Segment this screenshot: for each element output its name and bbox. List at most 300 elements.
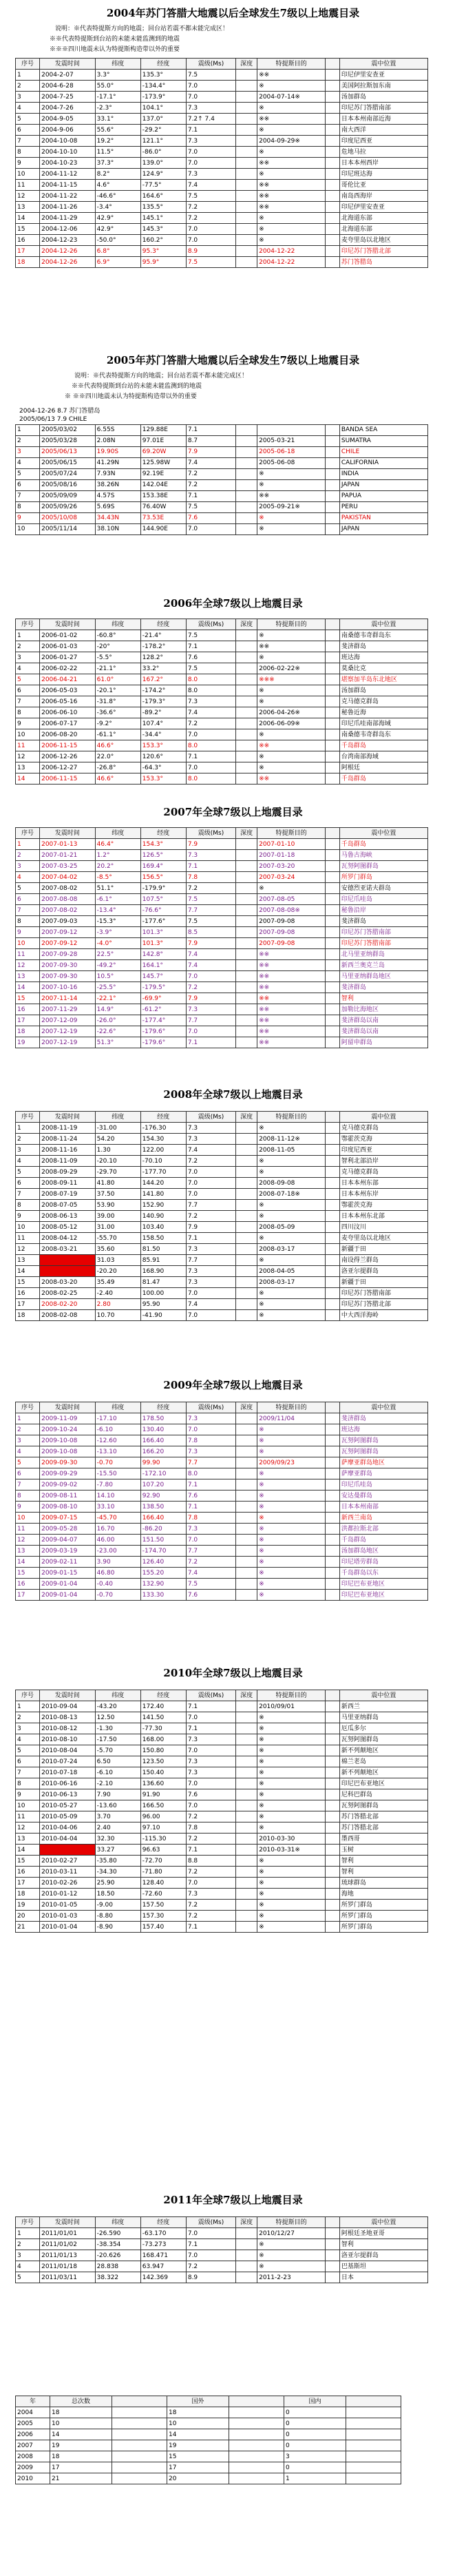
table-cell: 7.0 <box>186 1712 235 1723</box>
table-cell <box>326 1546 340 1557</box>
table-cell <box>326 1811 340 1822</box>
table-cell: 北海道东部 <box>339 224 427 235</box>
table-cell: ※ <box>257 1900 326 1911</box>
table-cell: -4.0° <box>95 938 140 949</box>
table-cell: -15.50 <box>95 1468 140 1479</box>
table-cell: 2010-04-04 <box>40 1834 96 1845</box>
table-cell: 3 <box>16 2250 40 2261</box>
table-cell: 印尼巴布亚地区 <box>339 1579 427 1590</box>
table-cell: 汤加群岛地区 <box>339 1546 427 1557</box>
note: ※※代表特提斯到台站的未能未能监测到的地震 <box>72 383 202 390</box>
table-cell <box>326 92 340 103</box>
table-cell: JAPAN <box>339 523 427 534</box>
table-cell: 129.88E <box>140 424 186 435</box>
table-cell: 2009-10-24 <box>40 1424 96 1435</box>
table-cell: ※ <box>257 1424 326 1435</box>
table-cell: 16 <box>16 1867 40 1878</box>
table-cell: 7.2 <box>186 1911 235 1922</box>
table-cell: 15 <box>16 993 40 1004</box>
table-cell: 81.50 <box>140 1244 186 1255</box>
column-header: 纬度 <box>95 59 140 70</box>
table-row <box>16 1911 428 1922</box>
table-cell: 2004-12-22 <box>257 246 326 257</box>
table-cell: ※※ <box>257 982 326 993</box>
table-cell: 2 <box>16 1712 40 1723</box>
table-cell: 7.8 <box>186 872 235 883</box>
table-cell: 19 <box>50 2440 112 2451</box>
table-cell: 8.2° <box>95 169 140 180</box>
table-cell: ※ <box>257 1479 326 1490</box>
table-cell: 2.40 <box>95 1822 140 1834</box>
column-header: 震级(Ms) <box>186 1690 235 1701</box>
table-cell: 7.2 <box>186 883 235 894</box>
table-cell: 2010-01-12 <box>40 1889 96 1900</box>
column-header: 震中位置 <box>339 2217 427 2228</box>
table-cell: 千岛群岛 <box>339 740 427 751</box>
table-cell <box>112 2473 167 2484</box>
table-cell: 2 <box>16 1424 40 1435</box>
table-cell: 2010-02-26 <box>40 1878 96 1889</box>
column-header: 发震时间 <box>40 59 96 70</box>
table-row <box>16 1299 428 1310</box>
table-cell: 5 <box>16 468 40 479</box>
table-cell <box>326 1479 340 1490</box>
table-cell: 81.47 <box>140 1277 186 1288</box>
table-cell: 92.90 <box>140 1490 186 1502</box>
table-cell <box>236 1255 257 1266</box>
table-cell: 150.40 <box>140 1767 186 1778</box>
table-cell <box>236 883 257 894</box>
table-cell: 7.0 <box>186 1178 235 1189</box>
table-cell: ※※ <box>257 993 326 1004</box>
table-cell: 136.60 <box>140 1778 186 1789</box>
table-cell: 班达海 <box>339 1424 427 1435</box>
table-cell <box>236 905 257 916</box>
table-cell: ※ <box>257 1535 326 1546</box>
table-cell: -26.590 <box>95 2228 140 2239</box>
table-cell <box>326 424 340 435</box>
table-row <box>16 490 428 501</box>
table-cell: 4 <box>16 103 40 114</box>
table-cell: 18.50 <box>95 1889 140 1900</box>
table-cell: -7.80 <box>95 1479 140 1490</box>
table-2007 <box>15 827 428 1048</box>
table-cell <box>236 1468 257 1479</box>
table-cell: 7.5 <box>186 501 235 512</box>
table-cell: 2004-11-22 <box>40 191 96 202</box>
table-cell: 8 <box>16 707 40 718</box>
table-cell: -179.5° <box>140 982 186 993</box>
table-cell: 38.322 <box>95 2272 140 2283</box>
table-cell: 2 <box>16 1134 40 1145</box>
table-cell: 41.29N <box>95 457 140 468</box>
table-cell: 苏门答腊岛 <box>339 257 427 268</box>
table-cell: 汤加群岛 <box>339 92 427 103</box>
table-cell: ※※ <box>257 191 326 202</box>
table-cell: 7.2 <box>186 1867 235 1878</box>
table-cell: 2004-07-14※ <box>257 92 326 103</box>
table-cell: 164.1° <box>140 960 186 971</box>
table-cell: -134.4° <box>140 81 186 92</box>
table-cell: 2010 <box>16 2473 50 2484</box>
table-cell: 33.2° <box>140 663 186 674</box>
table-row <box>16 1446 428 1457</box>
table-cell: 2010-05-09 <box>40 1811 96 1822</box>
table-cell: 2004-09-29※ <box>257 136 326 147</box>
table-row <box>16 982 428 993</box>
table-cell: ※ <box>257 1490 326 1502</box>
table-row <box>16 1156 428 1167</box>
table-cell <box>326 114 340 125</box>
table-cell: 19.90S <box>95 446 140 457</box>
table-cell: -26.8° <box>95 762 140 773</box>
table-cell: -172.10 <box>140 1468 186 1479</box>
table-cell: 6.8° <box>95 246 140 257</box>
table-cell: 123.50 <box>140 1756 186 1767</box>
table-cell: 7.9 <box>186 839 235 850</box>
table-cell: 7.5 <box>186 630 235 641</box>
table-cell: 2010-01-03 <box>40 1911 96 1922</box>
table-cell: 10 <box>16 169 40 180</box>
table-cell <box>346 2429 401 2440</box>
table-cell: 2009-05-28 <box>40 1524 96 1535</box>
table-row <box>16 861 428 872</box>
table-cell <box>236 1037 257 1048</box>
table-cell <box>236 971 257 982</box>
table-row <box>16 1856 428 1867</box>
table-cell: 2007-09-30 <box>40 960 96 971</box>
table-cell: 秘鲁近海 <box>339 707 427 718</box>
table-cell: 92.19E <box>140 468 186 479</box>
table-cell: 20.2° <box>95 861 140 872</box>
table-cell <box>236 180 257 191</box>
note: 说明：※代表特提斯方向的地震；回台站若震不都未能完成区！ <box>74 373 248 380</box>
table-cell <box>326 949 340 960</box>
table-cell: 2010-08-13 <box>40 1712 96 1723</box>
column-header: 特提斯目的 <box>257 619 326 630</box>
table-cell <box>236 641 257 652</box>
table-cell: 2006-02-22※ <box>257 663 326 674</box>
table-row <box>16 2418 401 2429</box>
table-cell: 33.1° <box>95 114 140 125</box>
note: 说明：※代表特提斯方向的地震；回台站若震不都未能完成区！ <box>55 25 229 32</box>
table-cell: 2004-9-06 <box>40 125 96 136</box>
table-cell: 7.3 <box>186 136 235 147</box>
table-cell: 2006-02-22 <box>40 663 96 674</box>
table-cell: JAPAN <box>339 479 427 490</box>
table-cell: 2008-07-18※ <box>257 1189 326 1200</box>
table-cell: -20.20 <box>95 1266 140 1277</box>
table-cell: 3 <box>16 861 40 872</box>
table-cell <box>326 2261 340 2272</box>
column-header: 经度 <box>140 619 186 630</box>
table-cell: 印尼伊里安查亚 <box>339 202 427 213</box>
table-row <box>16 2272 428 2283</box>
column-header <box>112 2396 167 2407</box>
table-cell: 12 <box>16 960 40 971</box>
table-cell <box>326 718 340 729</box>
table-cell: -12.60 <box>95 1435 140 1446</box>
table-cell: 2007-01-21 <box>40 850 96 861</box>
table-cell <box>236 729 257 740</box>
table-cell: 4 <box>16 457 40 468</box>
table-cell <box>236 762 257 773</box>
table-cell: -1.30 <box>95 1723 140 1734</box>
table-cell <box>326 1756 340 1767</box>
table-cell: 2004-11-12 <box>40 169 96 180</box>
table-cell: -31.00 <box>95 1123 140 1134</box>
table-cell: ※ <box>257 1524 326 1535</box>
table-cell <box>236 1211 257 1222</box>
title-2005: 2005年苏门答腊大地震以后全球发生7级以上地震目录 <box>106 354 360 366</box>
table-cell <box>326 850 340 861</box>
table-cell: -20.10 <box>95 1156 140 1167</box>
column-header: 经度 <box>140 828 186 839</box>
table-cell: 7.5 <box>186 191 235 202</box>
table-row <box>16 1767 428 1778</box>
table-cell: 1.2° <box>95 850 140 861</box>
table-cell: 瓦努阿图群岛 <box>339 1800 427 1811</box>
table-cell: 35.49 <box>95 1277 140 1288</box>
table-cell: 10.5° <box>95 971 140 982</box>
table-cell: 2007-12-19 <box>40 1037 96 1048</box>
table-cell: 新疆于田 <box>339 1277 427 1288</box>
table-cell: 9 <box>16 512 40 523</box>
table-cell: 2004-2-07 <box>40 70 96 81</box>
table-cell: -3.9° <box>95 927 140 938</box>
table-cell: ※ <box>257 1255 326 1266</box>
table-cell: 2007-01-18 <box>257 850 326 861</box>
table-cell: 17 <box>16 1299 40 1310</box>
table-cell: 新疆于田 <box>339 1244 427 1255</box>
table-row <box>16 1900 428 1911</box>
table-cell: 安达曼群岛 <box>339 1490 427 1502</box>
table-cell: 2008-11-16 <box>40 1145 96 1156</box>
table-cell: 9 <box>16 1502 40 1513</box>
table-cell: 6.50 <box>95 1756 140 1767</box>
table-cell: 2005/03/28 <box>40 435 96 446</box>
table-cell: 新西兰奥克兰岛 <box>339 960 427 971</box>
table-cell: -178.2° <box>140 641 186 652</box>
table-cell: ※ <box>257 1590 326 1601</box>
table-cell: 日本本州南部 <box>339 1502 427 1513</box>
table-row <box>16 468 428 479</box>
table-cell: 2006-12-27 <box>40 762 96 773</box>
table-cell <box>326 685 340 696</box>
table-cell: 31.00 <box>95 1222 140 1233</box>
table-cell <box>236 894 257 905</box>
table-cell: 千岛群岛 <box>339 1535 427 1546</box>
table-cell <box>346 2473 401 2484</box>
table-cell <box>229 2462 284 2473</box>
table-cell: 2011/01/13 <box>40 2250 96 2261</box>
table-cell: ※ <box>257 224 326 235</box>
table-row <box>16 894 428 905</box>
table-cell <box>236 103 257 114</box>
table-cell: 2005/08/16 <box>40 479 96 490</box>
table-cell: 3 <box>16 1723 40 1734</box>
table-cell: 7.93N <box>95 468 140 479</box>
table-cell: 38.10N <box>95 523 140 534</box>
table-cell <box>326 103 340 114</box>
table-cell: 安德烈亚诺夫群岛 <box>339 883 427 894</box>
table-cell: 台湾南部海域 <box>339 751 427 762</box>
table-cell: ※ <box>257 147 326 158</box>
table-cell: 印尼伊里安查亚 <box>339 70 427 81</box>
table-cell: -0.70 <box>95 1590 140 1601</box>
table-cell <box>326 1900 340 1911</box>
table-cell: 128.2° <box>140 652 186 663</box>
table-cell: 千岛群岛 <box>339 773 427 785</box>
table-cell: 46.6° <box>95 773 140 785</box>
table-cell <box>236 1911 257 1922</box>
table-cell: -61.2° <box>140 1004 186 1015</box>
table-cell: -9.00 <box>95 1900 140 1911</box>
table-header-row <box>16 1112 428 1123</box>
table-cell: ※ <box>257 1568 326 1579</box>
table-cell: 2008-11-24 <box>40 1134 96 1145</box>
column-header: 深度 <box>236 1402 257 1413</box>
table-cell <box>326 1734 340 1745</box>
table-row <box>16 512 428 523</box>
table-cell: -177.4° <box>140 1015 186 1026</box>
table-cell <box>236 1524 257 1535</box>
table-cell <box>236 1800 257 1811</box>
table-cell <box>326 729 340 740</box>
table-cell: 5 <box>16 1745 40 1756</box>
table-row <box>16 905 428 916</box>
table-cell: 95.3° <box>140 246 186 257</box>
table-cell: 莫桑比克 <box>339 663 427 674</box>
table-cell: 2007-08-02 <box>40 883 96 894</box>
table-cell: 28.838 <box>95 2261 140 2272</box>
table-cell: 所罗门群岛 <box>339 1911 427 1922</box>
table-cell: 14 <box>16 773 40 785</box>
table-cell <box>229 2429 284 2440</box>
table-cell: 6 <box>16 685 40 696</box>
table-cell: -179.6° <box>140 1037 186 1048</box>
table-row <box>16 1756 428 1767</box>
table-cell: 7.0 <box>186 1189 235 1200</box>
column-header <box>326 619 340 630</box>
table-row <box>16 751 428 762</box>
table-cell: 3 <box>16 446 40 457</box>
table-cell <box>236 1557 257 1568</box>
table-cell: 3 <box>16 652 40 663</box>
table-cell: 2004-11-15 <box>40 180 96 191</box>
table-cell <box>326 1502 340 1513</box>
column-header: 纬度 <box>95 2217 140 2228</box>
table-cell <box>326 1568 340 1579</box>
table-cell <box>236 246 257 257</box>
table-cell: 12 <box>16 191 40 202</box>
table-cell <box>236 1167 257 1178</box>
table-cell: 6 <box>16 1756 40 1767</box>
table-row <box>16 1233 428 1244</box>
table-cell: 10 <box>167 2418 229 2429</box>
column-header: 震中位置 <box>339 1112 427 1123</box>
table-row <box>16 147 428 158</box>
table-cell: 53.90 <box>95 1200 140 1211</box>
table-cell: 156.5° <box>140 872 186 883</box>
table-cell: 4 <box>16 663 40 674</box>
table-cell: -23.00 <box>95 1546 140 1557</box>
table-cell <box>326 1222 340 1233</box>
table-cell: 玉树 <box>339 1845 427 1856</box>
table-cell: 7.9 <box>186 446 235 457</box>
table-cell: 95.9° <box>140 257 186 268</box>
table-cell: 22.0° <box>95 751 140 762</box>
table-cell: 7.3 <box>186 1889 235 1900</box>
table-cell: 智利 <box>339 993 427 1004</box>
table-cell: -115.30 <box>140 1834 186 1845</box>
table-cell: 7.2 <box>186 1557 235 1568</box>
table-cell: 18 <box>16 257 40 268</box>
table-cell <box>326 81 340 92</box>
table-cell: 萨摩亚群岛地区 <box>339 1457 427 1468</box>
table-cell: ※ <box>257 1502 326 1513</box>
table-cell: 13 <box>16 1546 40 1557</box>
table-cell: 14.9° <box>95 1004 140 1015</box>
table-cell: 四川汶川 <box>339 1222 427 1233</box>
table-cell <box>346 2418 401 2429</box>
table-cell: 7.1 <box>186 424 235 435</box>
table-cell: 斐济群岛 <box>339 916 427 927</box>
table-cell <box>326 1037 340 1048</box>
table-cell: 7.0 <box>186 81 235 92</box>
table-cell: ※ <box>257 1922 326 1933</box>
table-cell: 7.1 <box>186 641 235 652</box>
table-cell: 7.1 <box>186 1479 235 1490</box>
table-cell: 8.0 <box>186 1468 235 1479</box>
table-cell <box>236 224 257 235</box>
table-cell <box>326 1701 340 1712</box>
column-header: 特提斯目的 <box>257 2217 326 2228</box>
table-cell <box>236 1123 257 1134</box>
table-cell: 2007-09-12 <box>40 938 96 949</box>
table-cell: ※ <box>257 1156 326 1167</box>
table-cell <box>236 1712 257 1723</box>
table-cell: 2010-03-31※ <box>257 1845 326 1856</box>
table-cell <box>326 180 340 191</box>
table-cell: 巴基斯坦 <box>339 2261 427 2272</box>
table-cell: 7.0 <box>186 1778 235 1789</box>
table-cell: 印尼苏门答腊南部 <box>339 938 427 949</box>
table-cell: -13.10 <box>95 1446 140 1457</box>
table-cell: CHILE <box>339 446 427 457</box>
table-cell: 7.3 <box>186 1134 235 1145</box>
table-cell: 10 <box>16 1222 40 1233</box>
table-cell: 2008 <box>16 2451 50 2462</box>
table-cell: 7.2 <box>186 1811 235 1822</box>
table-cell: 46.80 <box>95 1568 140 1579</box>
table-cell: 39.00 <box>95 1211 140 1222</box>
table-cell <box>326 1822 340 1834</box>
table-row <box>16 92 428 103</box>
table-cell: 145.7° <box>140 971 186 982</box>
table-row <box>16 1244 428 1255</box>
table-cell <box>236 1856 257 1867</box>
table-cell: -72.60 <box>140 1889 186 1900</box>
table-cell: 20 <box>16 1911 40 1922</box>
table-cell: 7.1 <box>186 490 235 501</box>
table-cell: -0.70 <box>95 1457 140 1468</box>
table-row <box>16 1222 428 1233</box>
table-2009 <box>15 1402 428 1601</box>
table-cell: ※※ <box>257 971 326 982</box>
table-cell: -55.70 <box>95 1233 140 1244</box>
column-header: 震级(Ms) <box>186 619 235 630</box>
